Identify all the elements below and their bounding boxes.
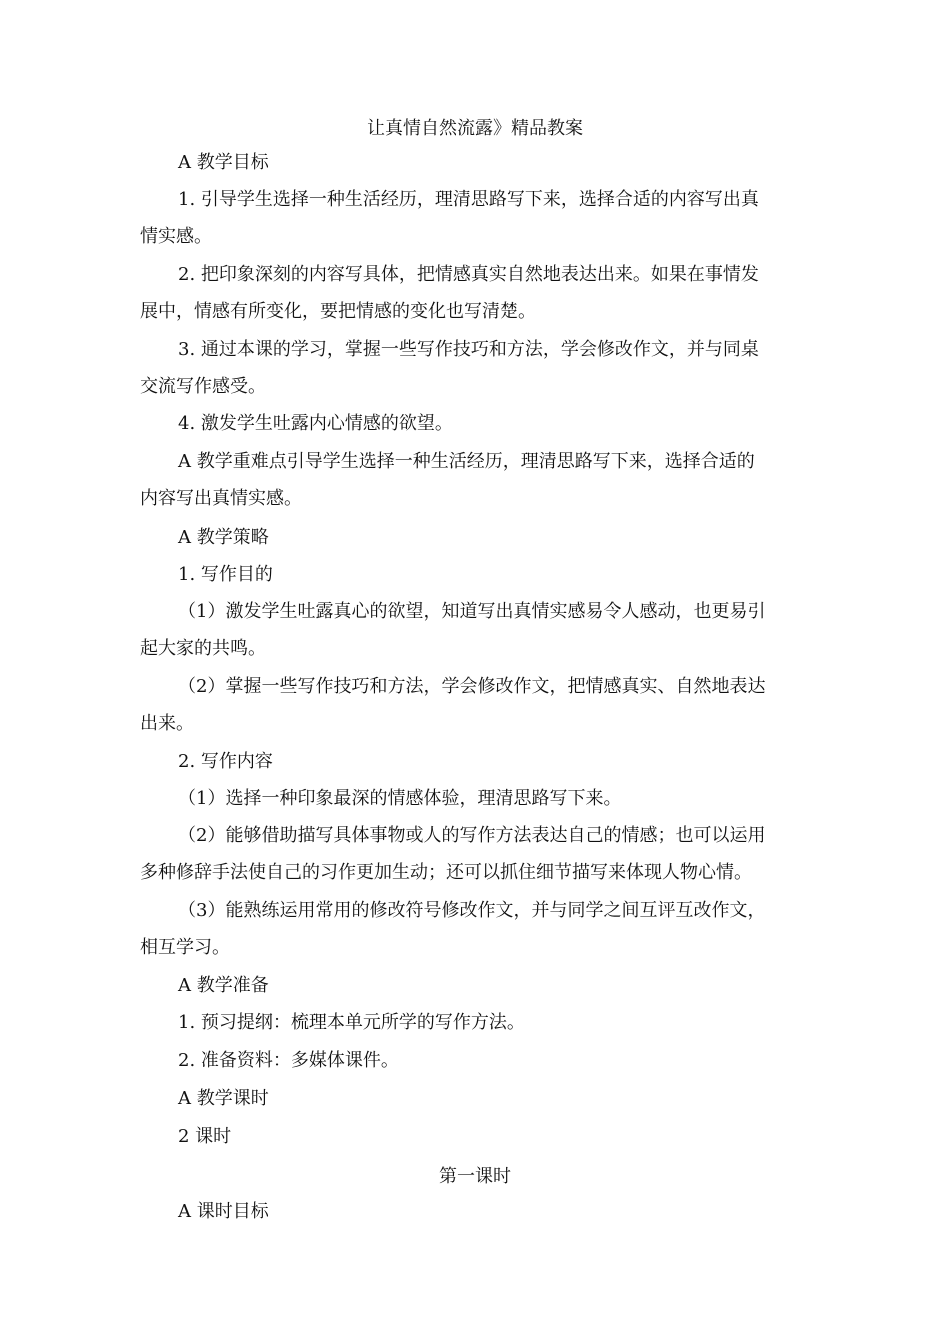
- subheading-writing-content: 2. 写作内容: [178, 751, 273, 772]
- paragraph-line: 出来。: [140, 713, 194, 734]
- document-title: 让真情自然流露》精品教案: [367, 118, 583, 139]
- paragraph-line: （2）掌握一些写作技巧和方法，学会修改作文，把情感真实、自然地表达: [178, 676, 766, 697]
- paragraph-line: 2. 准备资料：多媒体课件。: [178, 1050, 399, 1071]
- heading-teaching-prep: A 教学准备: [178, 975, 269, 996]
- paragraph-line: 3. 通过本课的学习，掌握一些写作技巧和方法，学会修改作文，并与同桌: [178, 339, 759, 360]
- paragraph-line: 交流写作感受。: [140, 376, 266, 397]
- paragraph-line: （3）能熟练运用常用的修改符号修改作文，并与同学之间互评互改作文，: [178, 900, 766, 921]
- paragraph-line: 情实感。: [140, 226, 212, 247]
- section-title-first-lesson: 第一课时: [439, 1166, 511, 1187]
- paragraph-line: 2. 把印象深刻的内容写具体，把情感真实自然地表达出来。如果在事情发: [178, 264, 759, 285]
- paragraph-line: 1. 预习提纲：梳理本单元所学的写作方法。: [178, 1012, 525, 1033]
- heading-teaching-goals: A 教学目标: [178, 152, 269, 173]
- paragraph-line: 内容写出真情实感。: [140, 488, 302, 509]
- paragraph-line: 4. 激发学生吐露内心情感的欲望。: [178, 413, 453, 434]
- paragraph-line: （2）能够借助描写具体事物或人的写作方法表达自己的情感；也可以运用: [178, 825, 766, 846]
- paragraph-line: 展中，情感有所变化，要把情感的变化也写清楚。: [140, 301, 536, 322]
- heading-class-hours: A 教学课时: [178, 1088, 269, 1109]
- heading-key-points: A 教学重难点引导学生选择一种生活经历，理清思路写下来，选择合适的: [178, 451, 755, 472]
- heading-teaching-strategy: A 教学策略: [178, 527, 269, 548]
- paragraph-line: 1. 引导学生选择一种生活经历，理清思路写下来，选择合适的内容写出真: [178, 189, 759, 210]
- subheading-writing-purpose: 1. 写作目的: [178, 564, 273, 585]
- paragraph-line: 起大家的共鸣。: [140, 638, 266, 659]
- paragraph-line: 2 课时: [178, 1126, 232, 1147]
- heading-lesson-goals: A 课时目标: [178, 1201, 269, 1222]
- paragraph-line: 相互学习。: [140, 937, 230, 958]
- paragraph-line: （1）选择一种印象最深的情感体验，理清思路写下来。: [178, 788, 622, 809]
- paragraph-line: （1）激发学生吐露真心的欲望，知道写出真情实感易令人感动，也更易引: [178, 601, 766, 622]
- paragraph-line: 多种修辞手法使自己的习作更加生动；还可以抓住细节描写来体现人物心情。: [140, 862, 752, 883]
